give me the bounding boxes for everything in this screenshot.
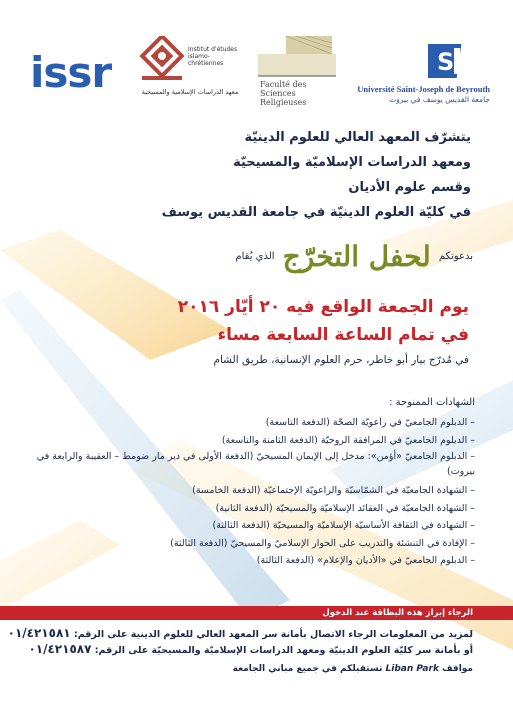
- entry-notice-banner: [0, 606, 513, 620]
- invitation-post: الذي يُقام: [235, 251, 275, 262]
- host-line-3: وقسم علوم الأديان: [348, 180, 471, 195]
- iecc-logo: [140, 36, 240, 102]
- contact-line-1-text: لمزيد من المعلومات الرجاء الاتصال بأمانة سر المعهد العالي للعلوم الدينية على الرقم:: [73, 629, 473, 640]
- parking-post: تستقبلكم في جميع مباني الجامعة: [232, 664, 383, 674]
- host-line-1: يتشرّف المعهد العالي للعلوم الدينيّة: [244, 130, 471, 145]
- host-line-2: ومعهد الدراسات الإسلاميّة والمسيحيّة: [233, 155, 471, 170]
- hosts-block: [51, 125, 471, 225]
- contact-phone-1: ٠١/٤٢١٥٨١: [7, 626, 71, 640]
- certificates-title: الشهادات الممنوحة :: [389, 397, 475, 408]
- parking-note: [3, 664, 473, 674]
- contact-block: [3, 626, 473, 674]
- contact-line-2-text: أو بأمانة سر كليّة العلوم الدينيّة ومعهد الدراسات الإسلاميّة والمسيحيّة على الرقم:: [94, 645, 473, 656]
- parking-pre: مواقف: [442, 664, 473, 674]
- fsr-logo-text: Faculté des Sciences Religieuses: [260, 80, 307, 107]
- issr-logo-text: issr: [30, 48, 112, 97]
- invitation-headline: [33, 240, 473, 273]
- issr-logo: [30, 48, 112, 98]
- certificate-item: – الدبلوم الجامعيّ في راعويّة الصحّة (الدفعة التاسعة): [265, 417, 475, 428]
- certificate-item: – الإفادة في التنشئة والتدريب على الحوار الإسلاميّ والمسيحيّ (الدفعة الثالثة): [170, 537, 475, 549]
- entry-notice-text: الرجاء إبراز هذه البطاقة عند الدخول: [322, 608, 473, 618]
- certificate-item: – الدبلوم الجامعيّ «أؤمن»: مدخل إلى الإيمان المسيحيّ (الدفعة الأولى في دير مار ضومط – العقيبة والرابعة في بيروت): [36, 451, 475, 477]
- certificates-list: [15, 396, 475, 570]
- event-date: يوم الجمعة الواقع فيه ٢٠ أيّار ٢٠١٦: [177, 297, 469, 317]
- iecc-logo-arabic: معهد الدراسات الإسلامية والمسيحية: [141, 88, 239, 96]
- usj-emblem-icon: [428, 40, 468, 82]
- contact-line-1: [3, 626, 473, 642]
- contact-phone-2: ٠١/٤٢١٥٨٧: [28, 642, 92, 656]
- invitation-pre: بدعوتكم: [438, 251, 473, 262]
- parking-name: Liban Park: [385, 664, 439, 674]
- usj-logo-arabic: جامعة القديس يوسف في بيروت: [389, 95, 490, 104]
- host-line-4: في كليّة العلوم الدينيّة في جامعة القديس يوسف: [161, 205, 471, 220]
- event-venue: في مُدرّج بيار أبو خاطر، حرم العلوم الإنسانية، طريق الشام: [213, 354, 469, 366]
- contact-line-2: [3, 642, 473, 658]
- iecc-logo-french: Institut d'études islamo-chrétiennes: [188, 46, 238, 67]
- fsr-emblem-icon: [256, 34, 338, 80]
- usj-logo: [350, 40, 490, 108]
- event-time: في تمام الساعة السابعة مساء: [217, 325, 469, 345]
- certificate-item: – الشهادة الجامعيّة في العقائد الإسلاميّة والمسيحيّة (الدفعة الثانية): [215, 502, 475, 514]
- certificate-item: – الدبلوم الجامعيّ في المرافقة الروحيّة (الدفعة الثامنة والتاسعة): [221, 434, 475, 446]
- invitation-title: لحفل التخرّج: [282, 240, 431, 273]
- iecc-emblem-icon: [140, 36, 184, 82]
- certificate-item: – الشهادة في الثقافة الأساسيّة الإسلاميّة والمسيحيّة (الدفعة الثالثة): [212, 520, 475, 531]
- fsr-logo: [256, 34, 338, 108]
- svg-text:S: S: [437, 48, 455, 76]
- usj-logo-name: Université Saint-Joseph de Beyrouth: [357, 84, 490, 94]
- certificate-item: – الشهادة الجامعيّة في الشمّاسيّة والراعويّة الإجتماعيّة (الدفعة الخامسة): [192, 485, 475, 496]
- certificate-item: – الدبلوم الجامعيّ في «الأديان والإعلام» (الدفعة الثالثة): [256, 555, 475, 566]
